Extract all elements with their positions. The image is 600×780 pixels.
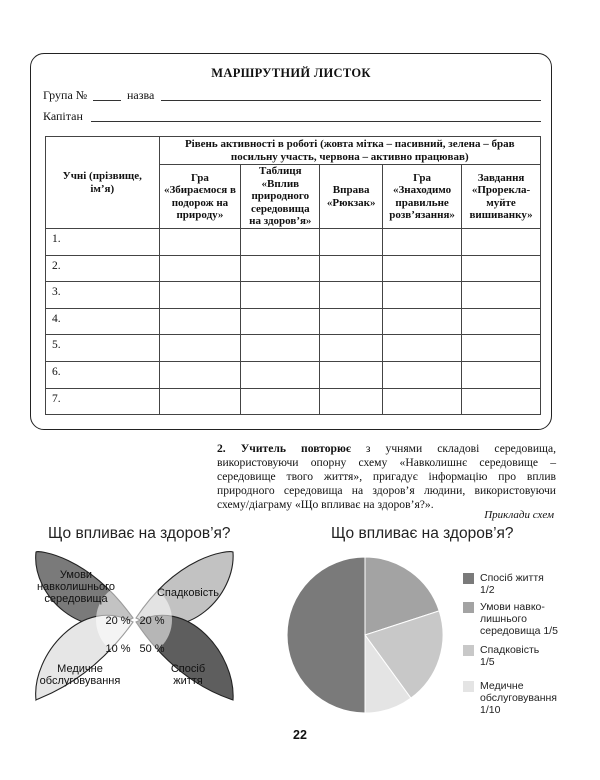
activity-cell[interactable] [383, 229, 462, 256]
legend-label-line: Умови навко- [480, 601, 545, 613]
activity-cell[interactable] [462, 335, 541, 362]
activity-cell[interactable] [383, 282, 462, 309]
activity-cell[interactable] [159, 255, 241, 282]
legend-swatch [463, 681, 474, 692]
legend-swatch [463, 573, 474, 584]
row-number[interactable]: 5. [46, 335, 160, 362]
percent-environment: 20 % [105, 615, 131, 627]
task-number: 2. [217, 442, 226, 455]
legend-label-line: обслуговування [480, 692, 557, 704]
activity-cell[interactable] [383, 308, 462, 335]
legend-label-line: Спосіб життя [480, 572, 544, 584]
page-number: 22 [293, 728, 307, 742]
activity-column-header: Гра «Збираємося в подорож на природу» [159, 165, 241, 229]
legend-label-line: 1/2 [480, 584, 495, 596]
activity-cell[interactable] [241, 255, 320, 282]
table-row [46, 388, 541, 415]
activity-cell[interactable] [241, 335, 320, 362]
students-header: Учні (прізвище, ім’я) [46, 137, 160, 229]
task-paragraph [217, 442, 556, 512]
route-sheet-card [30, 53, 552, 430]
legend-label [480, 601, 558, 637]
activity-column-header: Вправа «Рюкзак» [320, 165, 383, 229]
activity-cell[interactable] [320, 308, 383, 335]
activity-cell[interactable] [320, 282, 383, 309]
legend-swatch [463, 602, 474, 613]
activity-cell[interactable] [320, 361, 383, 388]
activity-cell[interactable] [241, 308, 320, 335]
activity-header: Рівень активності в роботі (жовта мітка – пасивний, зелена – брав посильну участь, червона – активно працював) [159, 137, 540, 165]
row-number[interactable]: 4. [46, 308, 160, 335]
pie-slice [287, 557, 365, 713]
activity-cell[interactable] [462, 282, 541, 309]
activity-cell[interactable] [462, 308, 541, 335]
table-row [46, 308, 541, 335]
activity-cell[interactable] [159, 229, 241, 256]
pie-chart [285, 555, 445, 715]
activity-cell[interactable] [320, 335, 383, 362]
legend-label [480, 572, 544, 596]
row-number[interactable]: 7. [46, 388, 160, 415]
legend-label-line: лишнього [480, 613, 527, 625]
row-number[interactable]: 2. [46, 255, 160, 282]
activity-cell[interactable] [320, 255, 383, 282]
activity-cell[interactable] [320, 388, 383, 415]
table-row [46, 282, 541, 309]
petal-label-heredity: Спадковість [156, 587, 220, 599]
route-sheet-title: МАРШРУТНИЙ ЛИСТОК [211, 66, 371, 80]
activity-cell[interactable] [320, 229, 383, 256]
flower-title: Що впливає на здоров’я? [48, 525, 231, 542]
legend-label-line: 1/5 [480, 656, 495, 668]
activity-cell[interactable] [462, 229, 541, 256]
row-number[interactable]: 3. [46, 282, 160, 309]
table-row [46, 335, 541, 362]
activity-cell[interactable] [241, 361, 320, 388]
activity-cell[interactable] [159, 308, 241, 335]
captain-field[interactable] [91, 121, 541, 122]
task-lead: Учитель повторює [240, 442, 351, 455]
legend-label [480, 644, 539, 668]
activity-cell[interactable] [462, 388, 541, 415]
activity-cell[interactable] [159, 388, 241, 415]
table-row [46, 255, 541, 282]
petal-label-medical: Медичне обслуговування [39, 663, 121, 687]
task-text: з учнями складові середовища, використовуючи опорну схему «Навколишнє середовище – середовище твого життя», пригадує інформацію про вплив природного середовища на здоров’я людини, використовуючи схему/діаграму «Що впливає на здоров’я?». [217, 442, 556, 511]
table-row [46, 361, 541, 388]
activity-column-header: Завдання «Прорекла-муйте вишиванку» [462, 165, 541, 229]
legend-label-line: 1/10 [480, 704, 501, 716]
flower-diagram [28, 550, 268, 725]
group-label: Група № [43, 88, 88, 102]
row-number[interactable]: 1. [46, 229, 160, 256]
legend-label-line: середовища 1/5 [480, 625, 558, 637]
activity-cell[interactable] [383, 255, 462, 282]
activity-cell[interactable] [241, 388, 320, 415]
activity-cell[interactable] [241, 282, 320, 309]
percent-lifestyle: 50 % [139, 643, 165, 655]
legend-label-line: Спадковість [480, 644, 540, 656]
activity-cell[interactable] [159, 361, 241, 388]
petal-label-environment: Умови навколишнього середовища [36, 569, 116, 605]
percent-heredity: 20 % [139, 615, 165, 627]
activity-cell[interactable] [383, 388, 462, 415]
activity-cell[interactable] [383, 361, 462, 388]
pie-title: Що впливає на здоров’я? [331, 525, 514, 542]
activity-column-header: Таблиця «Вплив природного середовища на здоров’я» [241, 165, 320, 229]
group-name-label: назва [127, 88, 155, 102]
activity-cell[interactable] [159, 282, 241, 309]
table-row [46, 229, 541, 256]
activity-column-header: Гра «Знаходимо правильне розв’язання» [383, 165, 462, 229]
activity-cell[interactable] [462, 255, 541, 282]
percent-medical: 10 % [105, 643, 131, 655]
route-table [45, 136, 541, 415]
legend-swatch [463, 645, 474, 656]
activity-cell[interactable] [159, 335, 241, 362]
activity-cell[interactable] [383, 335, 462, 362]
legend-label [480, 680, 557, 716]
examples-label: Приклади схем [484, 509, 554, 521]
group-name-field[interactable] [161, 100, 541, 101]
activity-cell[interactable] [241, 229, 320, 256]
row-number[interactable]: 6. [46, 361, 160, 388]
petal-label-lifestyle: Спосіб життя [170, 663, 206, 687]
activity-cell[interactable] [462, 361, 541, 388]
captain-label: Капітан [43, 109, 83, 123]
group-number-field[interactable] [93, 100, 121, 101]
legend-label-line: Медичне [480, 680, 524, 692]
